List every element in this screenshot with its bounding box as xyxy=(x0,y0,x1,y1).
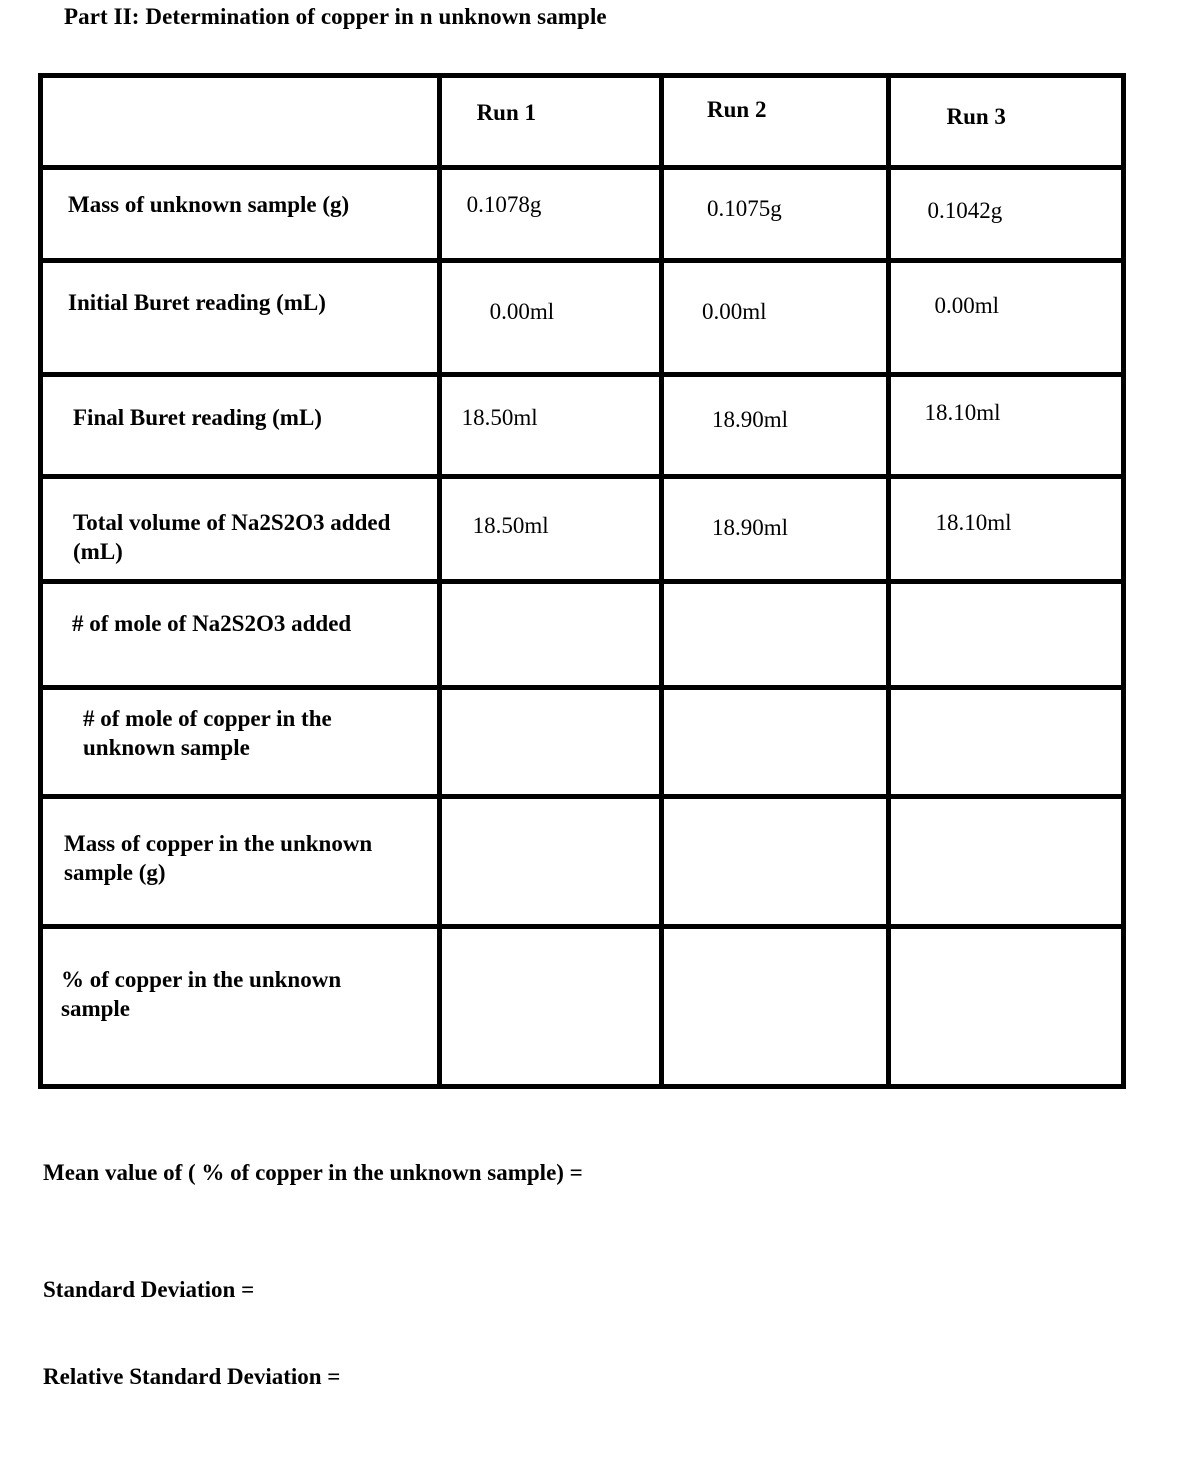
row-label: # of mole of copper in the unknown sample xyxy=(83,706,332,760)
row-label: # of mole of Na2S2O3 added xyxy=(72,611,352,636)
table-row xyxy=(41,797,1124,927)
header-run-2 xyxy=(662,76,889,168)
header-run-2-label: Run 2 xyxy=(707,97,767,122)
cell-value: 0.00ml xyxy=(702,299,767,324)
value-cell xyxy=(662,168,889,261)
cell-value: 0.00ml xyxy=(489,299,555,324)
header-run-3 xyxy=(889,76,1124,168)
row-label-cell xyxy=(41,168,440,261)
value-cell xyxy=(889,688,1124,797)
cell-value: 0.00ml xyxy=(934,293,999,318)
cell-value: 18.90ml xyxy=(712,407,789,432)
standard-deviation-label: Standard Deviation = xyxy=(43,1277,255,1302)
row-label-cell xyxy=(41,797,440,927)
results-table xyxy=(38,73,1126,1089)
row-label: Mass of unknown sample (g) xyxy=(68,192,350,217)
value-cell xyxy=(439,168,661,261)
value-cell xyxy=(662,477,889,582)
table-row xyxy=(41,261,1124,375)
cell-value: 18.10ml xyxy=(924,400,1001,425)
value-cell xyxy=(889,582,1124,688)
value-cell xyxy=(439,375,661,477)
table-row xyxy=(41,688,1124,797)
header-run-3-label: Run 3 xyxy=(946,104,1006,129)
row-label-cell xyxy=(41,261,440,375)
page-title: Part II: Determination of copper in n unknown sample xyxy=(64,4,607,29)
value-cell xyxy=(889,477,1124,582)
table-row xyxy=(41,927,1124,1087)
cell-value: 18.90ml xyxy=(712,515,789,540)
relative-standard-deviation-label: Relative Standard Deviation = xyxy=(43,1364,341,1389)
cell-value: 18.10ml xyxy=(935,510,1012,535)
mean-value-label: Mean value of ( % of copper in the unknown sample) = xyxy=(43,1160,583,1185)
value-cell xyxy=(889,261,1124,375)
table-row xyxy=(41,168,1124,261)
value-cell xyxy=(439,477,661,582)
row-label: % of copper in the unknown sample xyxy=(61,967,342,1021)
header-run-1-label: Run 1 xyxy=(476,100,537,125)
table-header-row xyxy=(41,76,1124,168)
value-cell xyxy=(439,582,661,688)
row-label-cell xyxy=(41,477,440,582)
cell-value: 0.1075g xyxy=(707,196,782,221)
value-cell xyxy=(662,927,889,1087)
value-cell xyxy=(662,688,889,797)
row-label: Total volume of Na2S2O3 added (mL) xyxy=(73,510,391,564)
value-cell xyxy=(439,688,661,797)
value-cell xyxy=(662,797,889,927)
row-label: Initial Buret reading (mL) xyxy=(68,290,326,315)
row-label: Mass of copper in the unknown sample (g) xyxy=(64,831,373,885)
value-cell xyxy=(889,797,1124,927)
value-cell xyxy=(439,797,661,927)
table-row xyxy=(41,477,1124,582)
header-blank xyxy=(41,76,440,168)
table-row xyxy=(41,582,1124,688)
cell-value: 0.1078g xyxy=(466,192,542,217)
cell-value: 18.50ml xyxy=(461,405,538,430)
row-label-cell xyxy=(41,375,440,477)
row-label-cell xyxy=(41,688,440,797)
row-label-cell xyxy=(41,927,440,1087)
value-cell xyxy=(889,927,1124,1087)
table-row xyxy=(41,375,1124,477)
value-cell xyxy=(662,582,889,688)
value-cell xyxy=(662,261,889,375)
cell-value: 0.1042g xyxy=(927,198,1003,223)
value-cell xyxy=(439,261,661,375)
value-cell xyxy=(889,168,1124,261)
row-label-cell xyxy=(41,582,440,688)
cell-value: 18.50ml xyxy=(472,513,549,538)
value-cell xyxy=(662,375,889,477)
row-label: Final Buret reading (mL) xyxy=(73,405,322,430)
value-cell xyxy=(439,927,661,1087)
header-run-1 xyxy=(439,76,661,168)
value-cell xyxy=(889,375,1124,477)
